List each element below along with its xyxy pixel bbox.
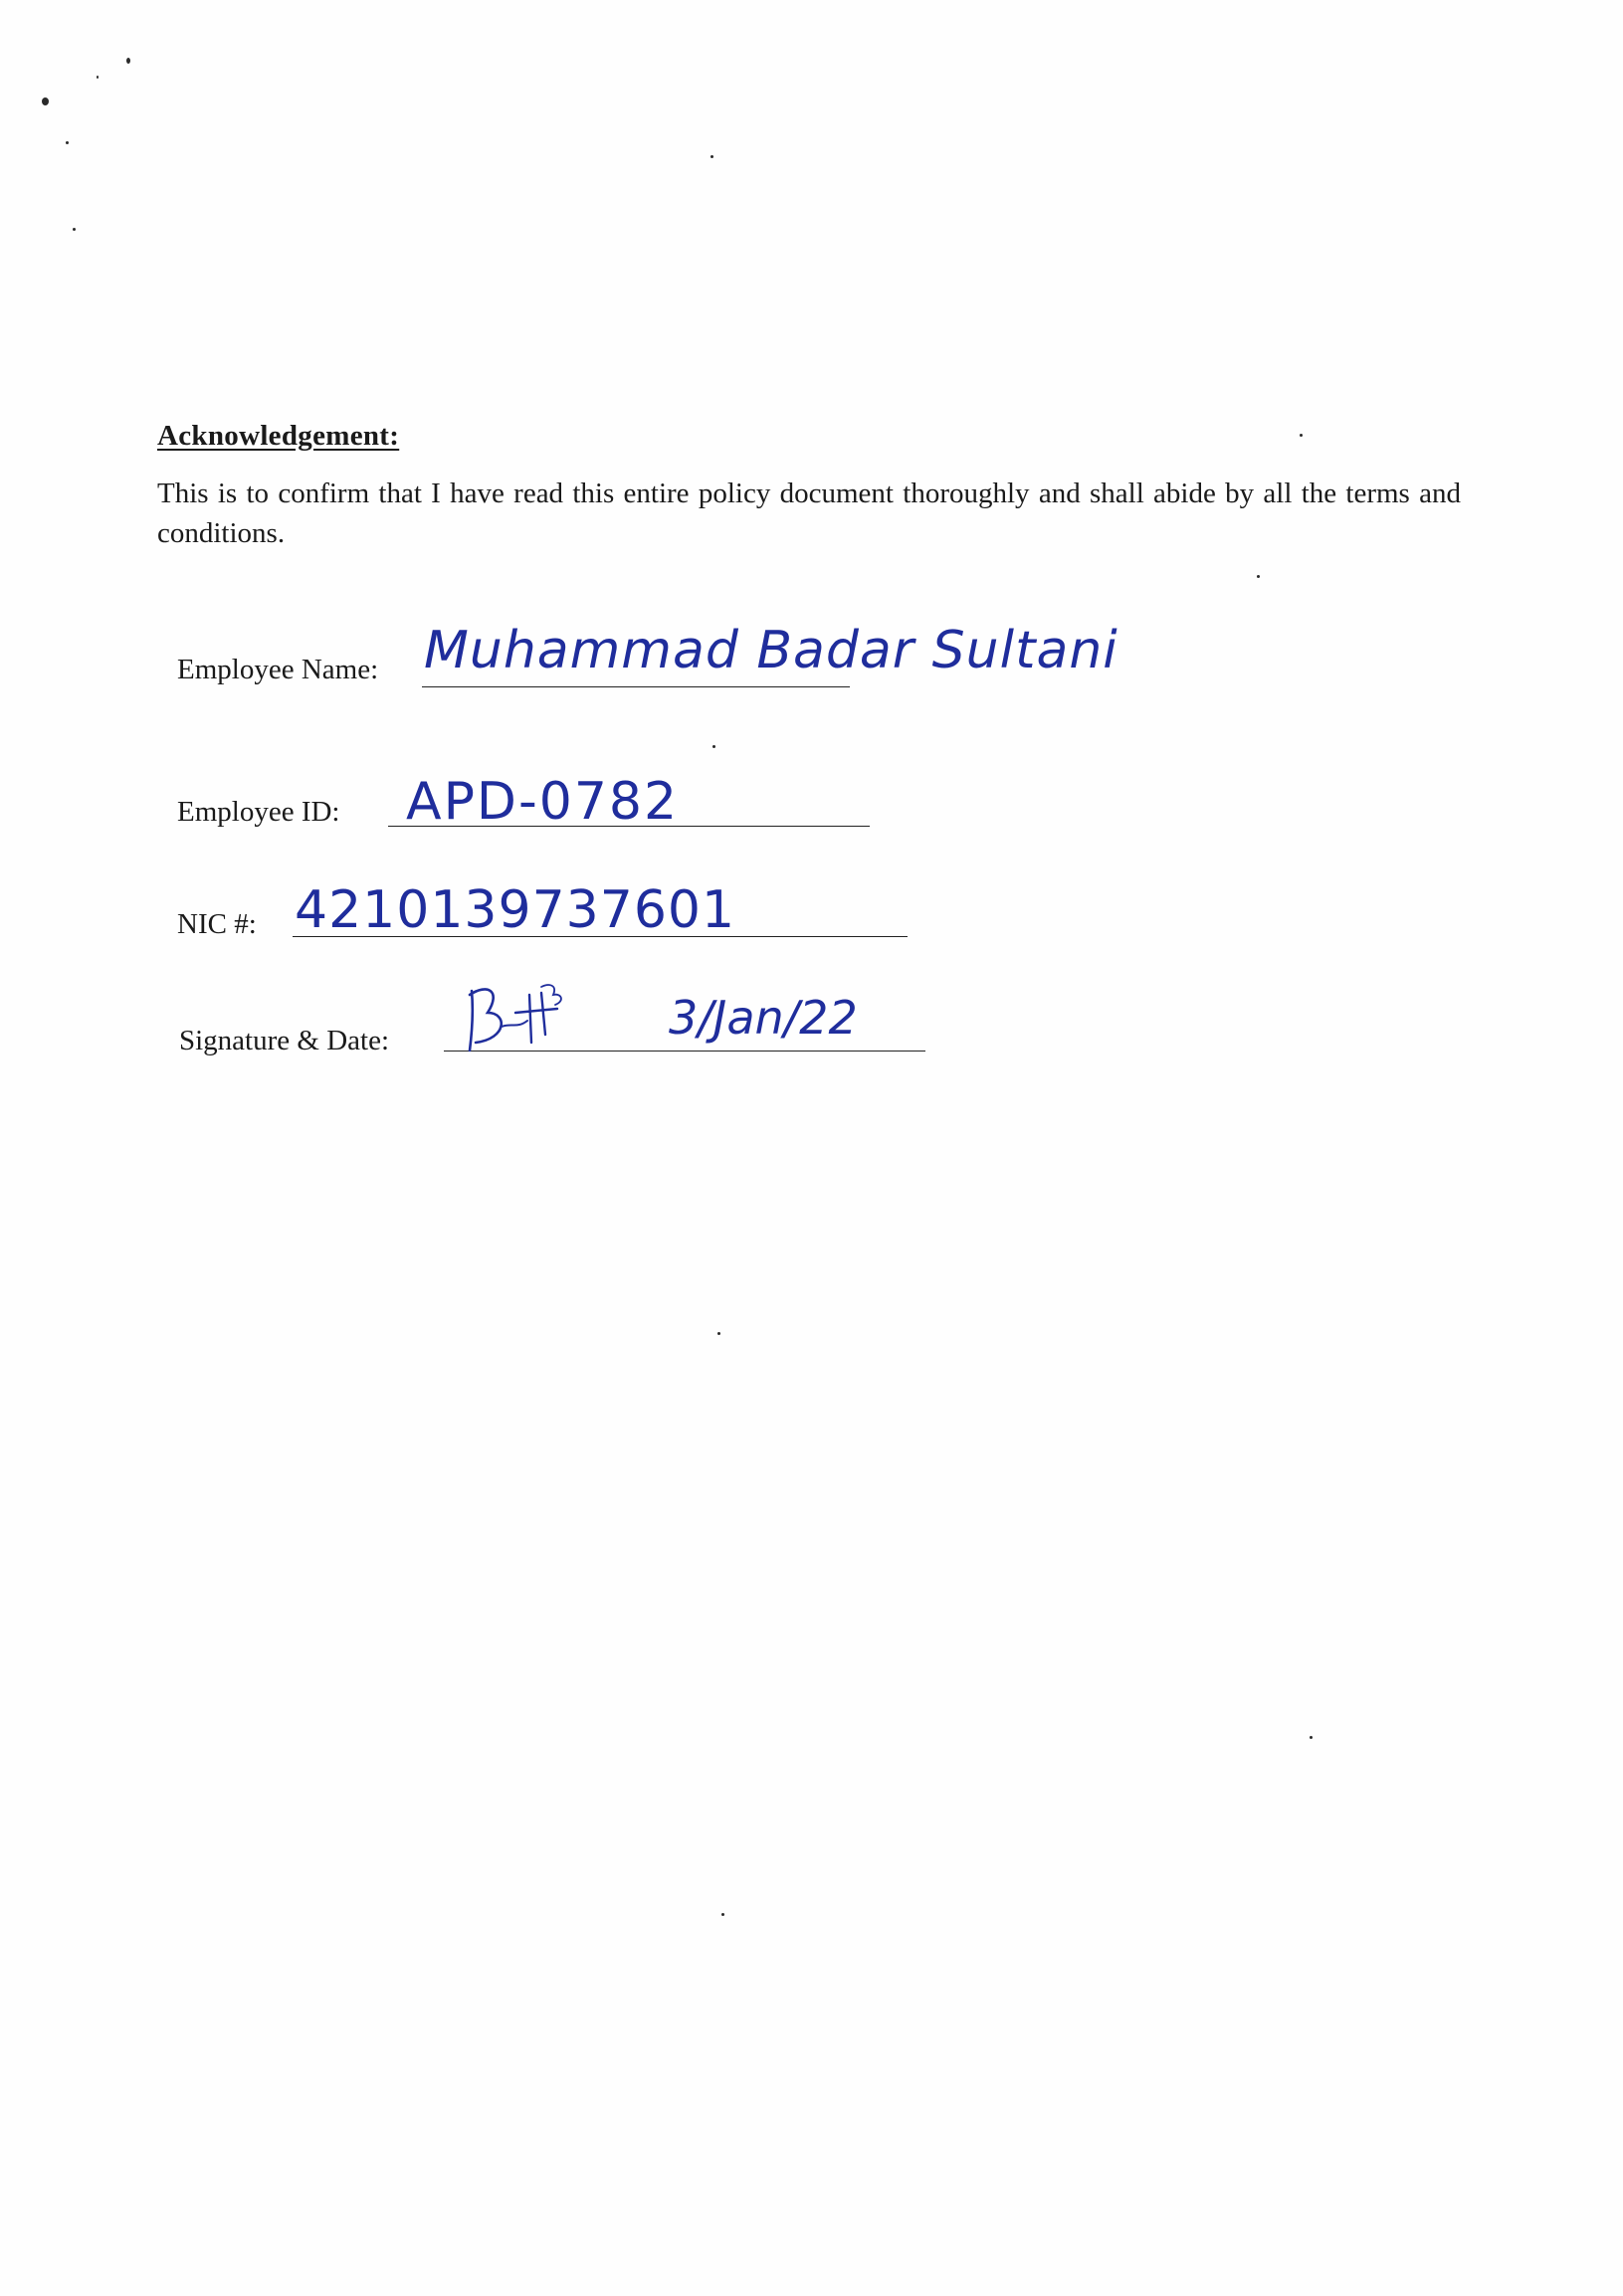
- employee-name-line: [422, 686, 850, 687]
- scan-speck: [66, 141, 69, 144]
- employee-name-value: Muhammad Badar Sultani: [424, 621, 1118, 680]
- signature-date-value: 3/Jan/22: [669, 991, 858, 1045]
- scan-speck: [1257, 575, 1260, 578]
- scan-speck: [126, 58, 130, 64]
- scan-speck: [97, 76, 99, 79]
- scan-speck: [42, 97, 49, 105]
- scan-speck: [1300, 434, 1303, 437]
- signature-date-label: Signature & Date:: [179, 1025, 390, 1056]
- scan-speck: [710, 155, 713, 158]
- scan-speck: [712, 745, 715, 748]
- scan-speck: [1310, 1736, 1313, 1739]
- acknowledgement-paragraph: This is to confirm that I have read this entire policy document thoroughly and shall abide by all the terms and conditions.: [157, 478, 1461, 549]
- acknowledgement-heading: Acknowledgement:: [157, 420, 400, 452]
- nic-value: 4210139737601: [295, 880, 736, 940]
- employee-id-value: APD-0782: [406, 772, 680, 832]
- signature-scribble: [458, 973, 597, 1062]
- employee-name-label: Employee Name:: [177, 654, 379, 685]
- nic-label: NIC #:: [177, 908, 257, 940]
- scan-speck: [73, 228, 76, 231]
- scan-speck: [717, 1332, 720, 1335]
- employee-id-label: Employee ID:: [177, 796, 340, 828]
- scan-speck: [721, 1913, 724, 1916]
